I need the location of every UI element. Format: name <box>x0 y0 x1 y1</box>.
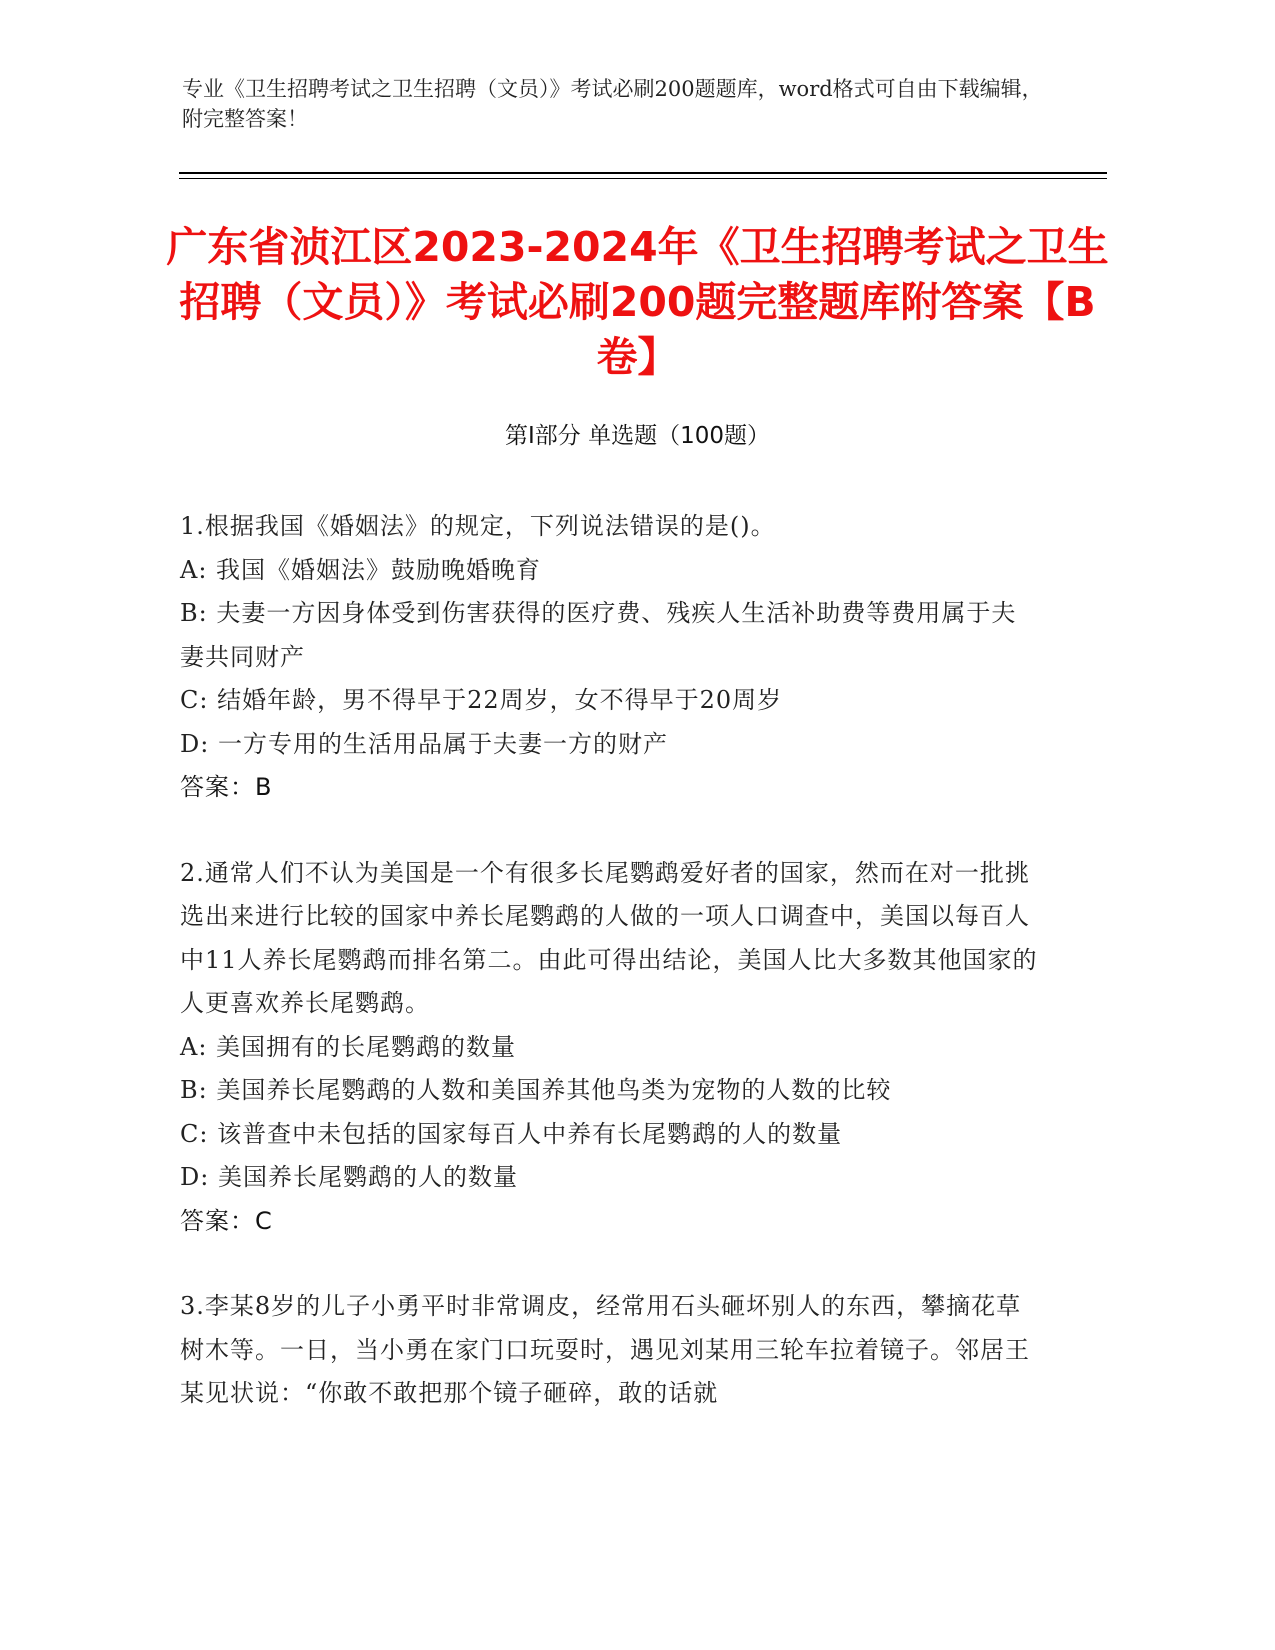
question-2 <box>180 852 1040 1244</box>
option-c: C: 该普查中未包括的国家每百人中养有长尾鹦鹉的人的数量 <box>180 1119 843 1148</box>
question-1 <box>180 505 1040 810</box>
answer-line: 答案：B <box>180 773 273 801</box>
section-heading: 第Ⅰ部分 单选题（100题） <box>505 423 770 449</box>
header-divider-thin <box>179 178 1107 179</box>
header-intro: 专业《卫生招聘考试之卫生招聘（文员）》考试必刷200题题库，word格式可自由下载编辑，附完整答案！ <box>182 77 1043 131</box>
question-stem: 2.通常人们不认为美国是一个有很多长尾鹦鹉爱好者的国家，然而在对一批挑选出来进行比较的国家中养长尾鹦鹉的人做的一项人口调查中，美国以每百人中11人养长尾鹦鹉而排名第二。由此可得出结论，美国人比大多数其他国家的人更喜欢养长尾鹦鹉。 <box>180 858 1038 1017</box>
question-stem: 1.根据我国《婚姻法》的规定，下列说法错误的是()。 <box>180 512 776 540</box>
option-a: A: 我国《婚姻法》鼓励晚婚晚育 <box>180 555 542 584</box>
answer-line: 答案：C <box>180 1206 273 1235</box>
document-title: 广东省浈江区2023-2024年《卫生招聘考试之卫生招聘（文员）》考试必刷200题完整题库附答案【B卷】 <box>166 223 1109 381</box>
option-b: B: 美国养长尾鹦鹉的人数和美国养其他鸟类为宠物的人数的比较 <box>180 1076 892 1104</box>
option-b: B: 夫妻一方因身体受到伤害获得的医疗费、残疾人生活补助费等费用属于夫妻共同财产 <box>180 599 1017 671</box>
question-list <box>180 505 1040 1458</box>
option-d: D: 美国养长尾鹦鹉的人的数量 <box>180 1163 518 1191</box>
header-divider-thick <box>179 172 1107 174</box>
option-c: C: 结婚年龄，男不得早于22周岁，女不得早于20周岁 <box>180 686 783 714</box>
option-d: D: 一方专用的生活用品属于夫妻一方的财产 <box>180 729 668 758</box>
option-a: A: 美国拥有的长尾鹦鹉的数量 <box>180 1032 517 1061</box>
question-3 <box>180 1285 1040 1416</box>
question-stem: 3.李某8岁的儿子小勇平时非常调皮，经常用石头砸坏别人的东西，攀摘花草树木等。一日，当小勇在家门口玩耍时，遇见刘某用三轮车拉着镜子。邻居王某见状说：“你敢不敢把那个镜子砸碎，敢的话就 <box>180 1292 1030 1407</box>
